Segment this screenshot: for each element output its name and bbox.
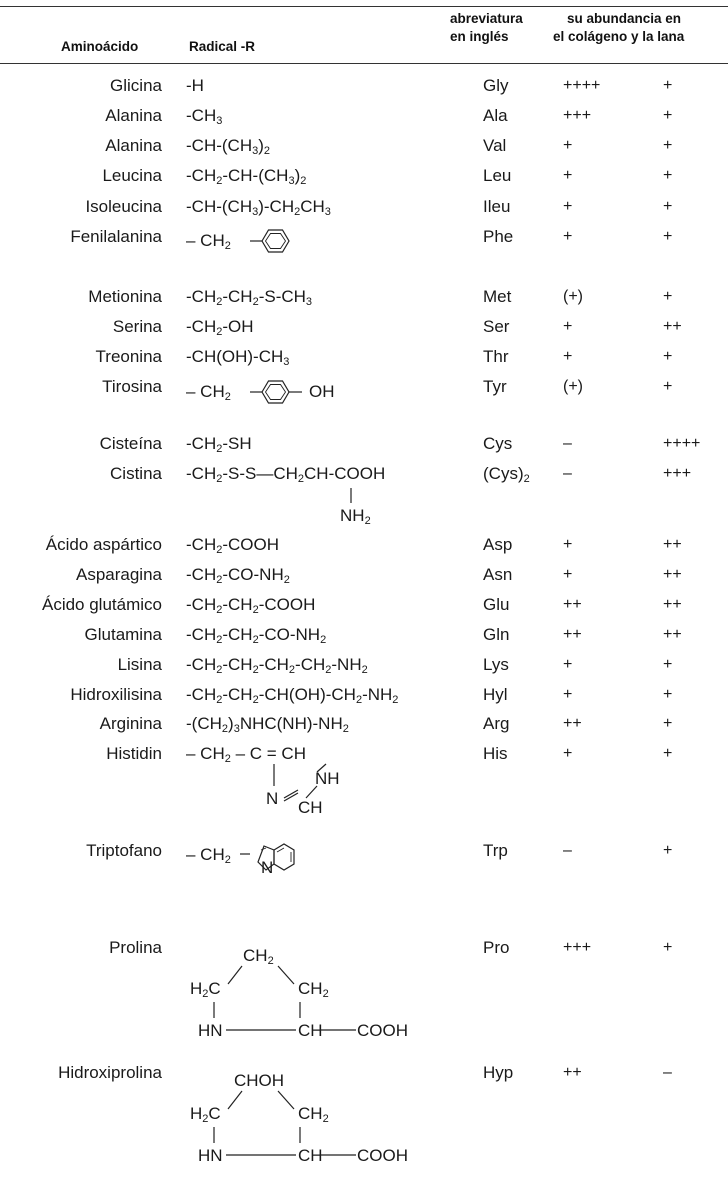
table-row [0, 624, 728, 650]
abbreviation-text: Ala [483, 106, 508, 125]
header-radical: Radical -R [189, 39, 256, 54]
radical-ala: $-CH_3$ [186, 106, 223, 127]
table-row [0, 196, 728, 222]
radical-gln: $-CH_2-CH_2-CO-NH_2$ [186, 625, 327, 646]
amino-acid-name: Histidin [106, 744, 162, 763]
phenol-ring-icon [250, 377, 312, 407]
radical-cystine-nh2: $NH_2$ [340, 506, 371, 527]
radical-pro-hn: HN [198, 1021, 223, 1040]
amino-acid-name: Cisteína [99, 434, 162, 453]
radical-his-ch: CH [298, 798, 323, 817]
radical-tyr: – $CH_2$ [186, 382, 231, 403]
amino-acid-abbreviation [483, 346, 509, 368]
amino-acid-abbreviation [483, 624, 509, 646]
table-row [0, 226, 728, 252]
amino-acid-abbreviation [483, 165, 511, 187]
cystine-bond-line [349, 486, 353, 506]
amino-acid-name: Glicina [110, 76, 162, 95]
abbreviation-text: Leu [483, 166, 512, 185]
radical-hyp-ch2-right: $CH_2$ [298, 1104, 329, 1125]
radical-leu: $-CH_2-CH-(CH_3)_2$ [186, 166, 307, 187]
wool-abundance: ++++ [663, 435, 701, 452]
abbreviation-text: Hyp [483, 1063, 514, 1082]
radical-ser: $-CH_2-OH$ [186, 317, 254, 338]
amino-acid-name: Leucina [102, 166, 162, 185]
indole-ring-icon [240, 836, 320, 880]
amino-acid-name: Ácido aspártico [45, 535, 162, 554]
radical-lys: $-CH_2-CH_2-CH_2-CH_2-NH_2$ [186, 655, 368, 676]
wool-abundance: + [663, 288, 673, 305]
collagen-abundance: + [563, 318, 573, 335]
abbreviation-text: Asp [483, 535, 513, 554]
wool-abundance: + [663, 137, 673, 154]
amino-acid-abbreviation [483, 105, 508, 127]
radical-met: $-CH_2-CH_2-S-CH_3$ [186, 287, 313, 308]
radical-hyp-cooh: COOH [357, 1146, 408, 1165]
collagen-abundance: + [563, 745, 573, 762]
abbreviation-text: Hyl [483, 685, 508, 704]
amino-acid-name: Tirosina [102, 377, 162, 396]
abbreviation-text: Asn [483, 565, 513, 584]
collagen-abundance: (+) [563, 378, 583, 395]
abbreviation-text: Pro [483, 938, 510, 957]
radical-his-n: N [266, 789, 279, 808]
abbreviation-text: Cys [483, 434, 513, 453]
collagen-abundance: – [563, 465, 572, 482]
amino-acid-name: Metionina [88, 287, 162, 306]
collagen-abundance: ++ [563, 715, 582, 732]
radical-thr: $-CH(OH)-CH_3$ [186, 347, 290, 368]
amino-acid-name: Glutamina [84, 625, 162, 644]
amino-acid-abbreviation [483, 937, 509, 959]
amino-acid-name: Arginina [99, 714, 162, 733]
radical-pro-h2c: $H_2C$ [190, 979, 221, 1000]
radical-glu: $-CH_2-CH_2$-COOH [186, 595, 316, 616]
collagen-abundance: ++ [563, 1064, 582, 1081]
amino-acid-abbreviation [483, 1062, 513, 1084]
abbreviation-text: (Cys) [483, 464, 524, 483]
table-row [0, 165, 728, 191]
collagen-abundance: +++ [563, 939, 592, 956]
radical-phe: – $CH_2$ [186, 231, 231, 252]
amino-acid-abbreviation [483, 564, 512, 586]
amino-acid-abbreviation [483, 534, 512, 556]
header-rule [0, 63, 728, 64]
abbreviation-text: Thr [483, 347, 509, 366]
table-row [0, 286, 728, 312]
abbreviation-subscript: 2 [523, 473, 530, 485]
wool-abundance: + [663, 228, 673, 245]
amino-acid-abbreviation [483, 743, 508, 765]
wool-abundance: ++ [663, 536, 682, 553]
amino-acid-name: Asparagina [75, 565, 162, 584]
wool-abundance: + [663, 107, 673, 124]
collagen-abundance: ++++ [563, 77, 601, 94]
amino-acid-abbreviation [483, 713, 509, 735]
amino-acid-name: Alanina [105, 106, 162, 125]
amino-acid-name: Treonina [95, 347, 162, 366]
table-row [0, 840, 728, 866]
radical-asp: $-CH_2$-COOH [186, 535, 280, 556]
wool-abundance: + [663, 198, 673, 215]
radical-tyr-oh: OH [309, 382, 335, 401]
radical-asn: $-CH_2-CO-NH_2$ [186, 565, 290, 586]
amino-acid-name: Prolina [109, 938, 162, 957]
radical-pro-cooh: COOH [357, 1021, 408, 1040]
abbreviation-text: His [483, 744, 508, 763]
table-row [0, 564, 728, 590]
collagen-abundance: +++ [563, 107, 592, 124]
wool-abundance: ++ [663, 318, 682, 335]
radical-hyp-hn: HN [198, 1146, 223, 1165]
radical-pro-ch2-top: $CH_2$ [243, 946, 274, 967]
collagen-abundance: + [563, 536, 573, 553]
header-abund-line2: el colágeno y la lana [553, 29, 685, 44]
hydroxyproline-ring-icon [198, 1083, 368, 1158]
collagen-abundance: ++ [563, 596, 582, 613]
amino-acid-name: Hidroxilisina [70, 685, 162, 704]
abbreviation-text: Arg [483, 714, 510, 733]
collagen-abundance: + [563, 137, 573, 154]
amino-acid-abbreviation [483, 684, 508, 706]
amino-acid-abbreviation [483, 840, 508, 862]
proline-ring-icon [198, 958, 368, 1033]
collagen-abundance: – [563, 435, 572, 452]
radical-cys: $-CH_2-SH$ [186, 434, 252, 455]
amino-acid-name: Serina [112, 317, 162, 336]
table-row [0, 594, 728, 620]
radical-trp: – $CH_2$ [186, 845, 231, 866]
wool-abundance: ++ [663, 626, 682, 643]
amino-acid-name: Alanina [105, 136, 162, 155]
radical-hyl: $-CH_2-CH_2-CH(OH)-CH_2-NH_2$ [186, 685, 399, 706]
abbreviation-text: Ileu [483, 197, 511, 216]
wool-abundance: + [663, 656, 673, 673]
wool-abundance: + [663, 715, 673, 732]
table-row [0, 75, 728, 101]
amino-acid-abbreviation [483, 196, 510, 218]
amino-acid-abbreviation [483, 135, 506, 157]
radical-pro-ch2-right: $CH_2$ [298, 979, 329, 1000]
radical-his-nh: NH [315, 769, 340, 788]
collagen-abundance: + [563, 686, 573, 703]
radical-his: – $CH_2$ – C = CH [186, 744, 306, 765]
wool-abundance: + [663, 686, 673, 703]
abbreviation-text: Phe [483, 227, 514, 246]
abbreviation-text: Met [483, 287, 512, 306]
radical-hyp-choh: CHOH [234, 1071, 285, 1090]
abbreviation-text: Val [483, 136, 507, 155]
collagen-abundance: + [563, 228, 573, 245]
abbreviation-text: Gly [483, 76, 509, 95]
collagen-abundance: + [563, 566, 573, 583]
amino-acid-abbreviation [483, 654, 509, 676]
benzene-ring-icon [250, 226, 298, 256]
abbreviation-text: Tyr [483, 377, 507, 396]
wool-abundance: ++ [663, 566, 682, 583]
radical-val: $-CH-(CH_3)_2$ [186, 136, 271, 157]
amino-acid-name: Fenilalanina [70, 227, 162, 246]
amino-acid-abbreviation [483, 594, 509, 616]
collagen-abundance: + [563, 198, 573, 215]
table-row [0, 105, 728, 131]
table-row [0, 135, 728, 161]
collagen-abundance: + [563, 167, 573, 184]
top-rule [0, 6, 728, 7]
table-row [0, 713, 728, 739]
amino-acid-name: Triptofano [86, 841, 162, 860]
radical-hyp-ch: CH [298, 1146, 323, 1165]
radical-ileu: $-CH-(CH_3)-CH_2CH_3$ [186, 197, 331, 218]
abbreviation-text: Lys [483, 655, 509, 674]
wool-abundance: + [663, 167, 673, 184]
abbreviation-text: Ser [483, 317, 510, 336]
wool-abundance: + [663, 939, 673, 956]
amino-acid-abbreviation [483, 286, 511, 308]
collagen-abundance: + [563, 656, 573, 673]
amino-acid-name: Cistina [110, 464, 162, 483]
wool-abundance: ++ [663, 596, 682, 613]
amino-acid-abbreviation [483, 75, 509, 97]
amino-acid-name: Lisina [117, 655, 162, 674]
header-abbr-line1: abreviatura [450, 11, 523, 26]
table-row [0, 743, 728, 769]
amino-acid-name: Isoleucina [85, 197, 162, 216]
collagen-abundance: + [563, 348, 573, 365]
table-row [0, 433, 728, 459]
table-row [0, 346, 728, 372]
radical-gly: -H [186, 76, 204, 95]
radical-trp-n: N [261, 858, 274, 877]
collagen-abundance: (+) [563, 288, 583, 305]
radical-pro-ch: CH [298, 1021, 323, 1040]
header-aminoacid: Aminoácido [61, 39, 139, 54]
amino-acid-abbreviation [483, 226, 513, 248]
radical-cystine: $-CH_2-S-S—CH_2CH$-COOH [186, 464, 386, 485]
amino-acid-abbreviation [483, 376, 507, 398]
amino-acid-abbreviation [483, 433, 512, 455]
table-row [0, 534, 728, 560]
table-row [0, 316, 728, 342]
wool-abundance: + [663, 77, 673, 94]
wool-abundance: – [663, 1064, 672, 1081]
collagen-abundance: – [563, 842, 572, 859]
amino-acid-abbreviation [483, 316, 509, 338]
amino-acid-name: Ácido glutámico [41, 595, 162, 614]
abbreviation-text: Trp [483, 841, 508, 860]
amino-acid-name: Hidroxiprolina [58, 1063, 162, 1082]
wool-abundance: +++ [663, 465, 692, 482]
wool-abundance: + [663, 378, 673, 395]
collagen-abundance: ++ [563, 626, 582, 643]
radical-arg: $-(CH_2)_3NHC(NH)-NH_2$ [186, 714, 349, 735]
header-abund-line1: su abundancia en [567, 11, 682, 26]
wool-abundance: + [663, 348, 673, 365]
abbreviation-text: Glu [483, 595, 510, 614]
table-row [0, 376, 728, 402]
wool-abundance: + [663, 745, 673, 762]
wool-abundance: + [663, 842, 673, 859]
radical-hyp-h2c: $H_2C$ [190, 1104, 221, 1125]
amino-acid-abbreviation [483, 463, 530, 485]
abbreviation-text: Gln [483, 625, 510, 644]
header-abbr-line2: en inglés [450, 29, 509, 44]
